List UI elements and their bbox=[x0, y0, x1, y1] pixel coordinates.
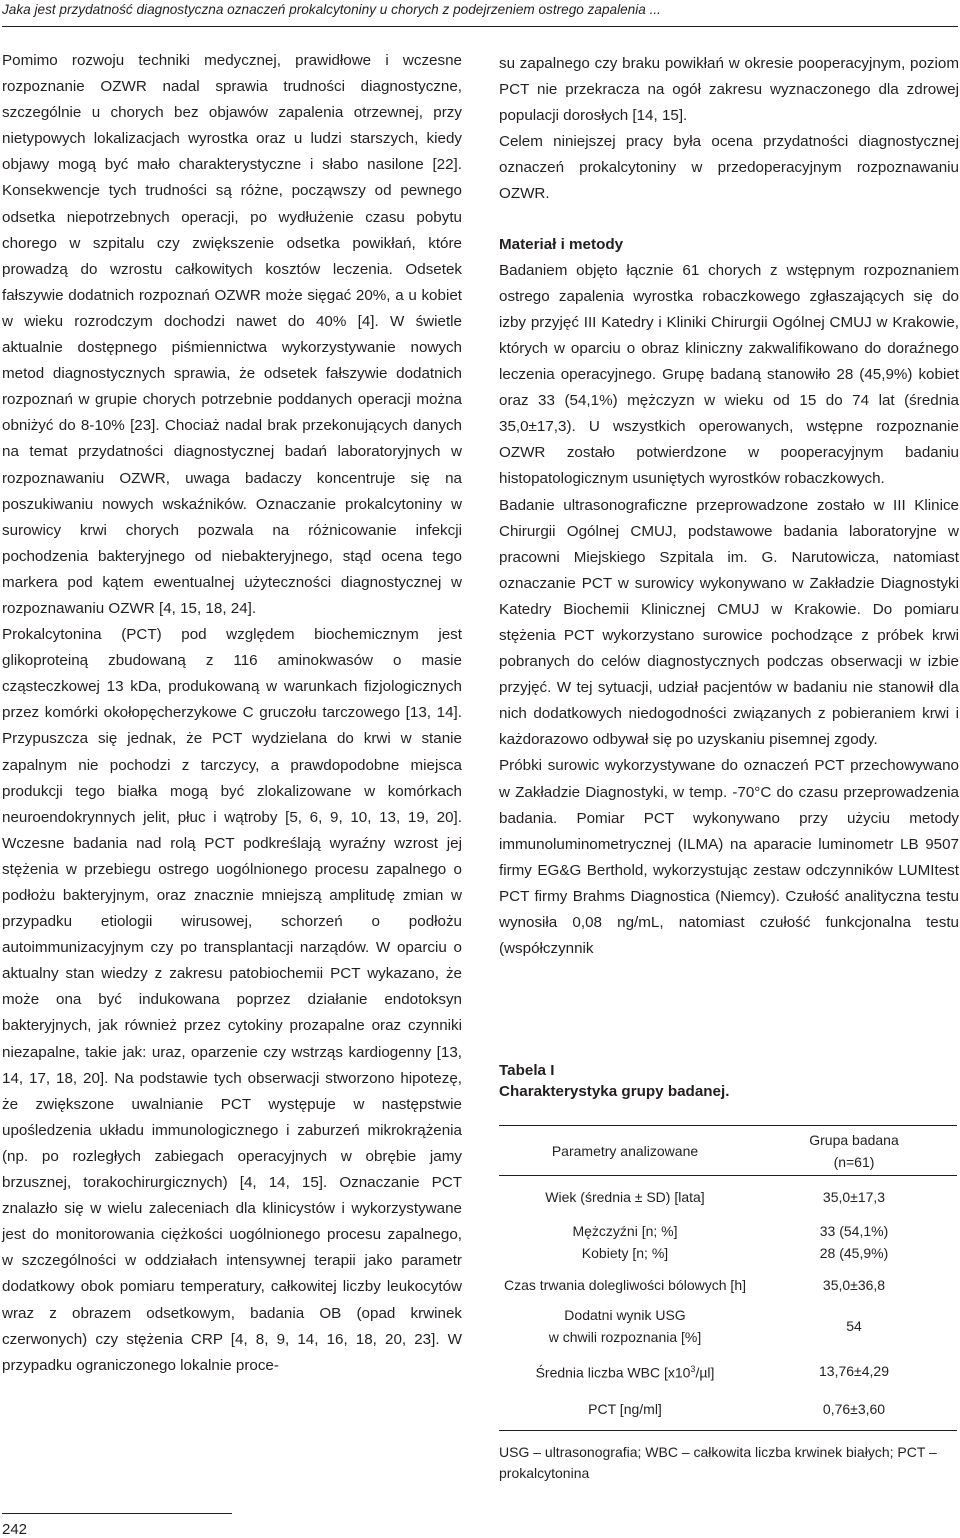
superscript: 3 bbox=[690, 1364, 696, 1374]
cell-value: 54 bbox=[846, 1318, 862, 1334]
cell-value: 13,76±4,29 bbox=[819, 1362, 889, 1379]
cell-param bbox=[499, 1304, 751, 1348]
characteristics-table bbox=[499, 1125, 957, 1431]
column-header-param: Parametry analizowane bbox=[551, 1142, 699, 1159]
cell-value-line: 28 (45,9%) bbox=[819, 1245, 889, 1261]
table-row bbox=[499, 1392, 957, 1431]
cell-param: Wiek (średnia ± SD) [lata] bbox=[545, 1189, 705, 1205]
table-row bbox=[499, 1348, 957, 1392]
column-header-group bbox=[751, 1126, 957, 1176]
paragraph: Prokalcytonina (PCT) pod względem biochemicznym jest glikoproteiną zbudowaną z 116 aminokwasów o masie cząsteczkowej 13 kDa, produkowaną w warunkach fizjologicznych przez komórki okołopęcherzykowe C gruczołu tarczowego [13, 14]. Przypuszcza się jednak, że PCT wydzielana do krwi w stanie zapalnym nie pochodzi z tarczycy, a prawdopodobne miejsca produkcji tego białka mogą być zlokalizowane w komórkach neuroendokrynnych jelit, płuc i wątroby [5, 6, 9, 10, 13, 19, 20]. Wczesne badania nad rolą PCT podkreślają wyraźny wzrost jej stężenia w przebiegu ostrego uogólnionego procesu zapalnego o podłożu bakteryjnym, oraz znacznie mniejszą amplitudę zmian w przypadku etiologii wirusowej, schorzeń o podłożu autoimmunizacyjnym czy po transplantacji narządów. W oparciu o aktualny stan wiedzy z zakresu patobiochemii PCT wykazano, że może ona być indukowana poprzez działanie endotoksyn bakteryjnych, jak również przez cytokiny prozapalne oraz czynniki niezapalne, takie jak: uraz, oparzenie czy wstrząs kardiogenny [13, 14, 17, 18, 20]. Na podstawie tych obserwacji stworzono hipotezę, że zwiększone uwalnianie PCT występuje w następstwie upośledzenia układu immunologicznego i zaburzeń mikrokrążenia (np. po rozległych zabiegach operacyjnych w obrębie jamy brzusznej, torakochirurgicznych) [4, 14, 15]. Oznaczanie PCT znalazło się w wielu zaleceniach dla klinicystów i wykorzystywane jest do monitorowania ciężkości uogólnionego procesu zapalnego, w szczególności w oddziałach intensywnej terapii jako parametr dodatkowy obok pomiaru temperatury, całkowitej liczby leukocytów wraz z obrazem odsetkowym, badania OB (opad krwinek czerwonych) czy stężenia CRP [4, 8, 9, 14, 16, 18, 20, 23]. W przypadku ograniczonego lokalnie proce- bbox=[2, 626, 462, 1374]
right-column bbox=[499, 51, 959, 962]
cell-param bbox=[499, 1214, 751, 1264]
cell-param-line: Dodatni wynik USG bbox=[564, 1307, 686, 1323]
table-caption bbox=[499, 1060, 959, 1102]
column-header-group-line2: (n=61) bbox=[833, 1153, 875, 1170]
cell-value: 35,0±17,3 bbox=[822, 1189, 886, 1205]
page-number: 242 bbox=[2, 1521, 28, 1538]
cell-value bbox=[751, 1214, 957, 1264]
cell-value: 0,76±3,60 bbox=[822, 1400, 886, 1417]
cell-param: Czas trwania dolegliwości bólowych [h] bbox=[504, 1277, 746, 1293]
paragraph: Celem niniejszej pracy była ocena przydatności diagnostycznej oznaczeń prokalcytoniny w przedoperacyjnym rozpoznawaniu OZWR. bbox=[499, 133, 959, 203]
table-footnote: USG – ultrasonografia; WBC – całkowita liczba krwinek białych; PCT – prokalcytonina bbox=[499, 1444, 937, 1481]
table-row bbox=[499, 1264, 957, 1304]
header-divider bbox=[2, 26, 958, 27]
paragraph: Badanie ultrasonograficzne przeprowadzone zostało w III Klinice Chirurgii Ogólnej CMUJ, podstawowe badania laboratoryjne w pracowni Miejskiego Szpitala im. G. Narutowicza, natomiast oznaczanie PCT w surowicy wykonywano w Zakładzie Diagnostyki Katedry Biochemii Klinicznej CMUJ w Krakowie. Do pomiaru stężenia PCT wykorzystano surowice pochodzące z próbek krwi pobranych do celów diagnostycznych podczas obserwacji w izbie przyjęć. W tej sytuacji, udział pacjentów w badaniu nie stanowił dla nich dodatkowych niedogodności związanych z pobieraniem krwi i każdorazowo odbywał się po uzyskaniu pisemnej zgody. bbox=[499, 496, 959, 749]
table-row bbox=[499, 1304, 957, 1348]
table-row bbox=[499, 1214, 957, 1264]
footer-divider bbox=[2, 1513, 232, 1514]
cell-param-line: Kobiety [n; %] bbox=[581, 1245, 669, 1261]
left-column bbox=[2, 48, 462, 1379]
table-header-row bbox=[499, 1126, 957, 1176]
cell-value-line: 33 (54,1%) bbox=[819, 1223, 889, 1239]
section-heading: Materiał i metody bbox=[499, 235, 624, 253]
paragraph: Pomimo rozwoju techniki medycznej, prawidłowe i wczesne rozpoznanie OZWR nadal sprawia trudności diagnostyczne, szczególnie u chorych bez objawów zapalenia otrzewnej, przy nietypowych lokalizacjach wyrostka oraz u ludzi starszych, kiedy objawy mogą być mało charakterystyczne i słabo nasilone [22]. Konsekwencje tych trudności są różne, począwszy od pewnego odsetka niepotrzebnych operacji, po wydłużenie czasu pobytu chorego w szpitalu czy zwiększenie odsetka powikłań, które prowadzą do wzrostu całkowitych kosztów leczenia. Odsetek fałszywie dodatnich rozpoznań OZWR może sięgać 20%, a u kobiet w wieku rozrodczym dochodzi nawet do 40% [4]. W świetle aktualnie dostępnego piśmiennictwa wykorzystywanie nowych metod diagnostycznych sprawia, że odsetek fałszywie dodatnich rozpoznań w grupie chorych potrzebnie poddanych operacji można obniżyć do 8-10% [23]. Chociaż nadal brak przekonujących danych na temat przydatności diagnostycznej badań laboratoryjnych w rozpoznawaniu OZWR, uwaga badaczy koncentruje się na poszukiwaniu nowych wskaźników. Oznaczanie prokalcytoniny w surowicy krwi chorych pozwala na różnicowanie infekcji pochodzenia bakteryjnego od niebakteryjnego, stąd ocena tego markera pod kątem ewentualnej użyteczności diagnostycznej w rozpoznawaniu OZWR [4, 15, 18, 24]. bbox=[2, 52, 462, 617]
cell-param-text: /µl] bbox=[695, 1364, 715, 1381]
table-container bbox=[499, 1125, 959, 1431]
column-header-group-line1: Grupa badana bbox=[809, 1131, 899, 1148]
paragraph: Badaniem objęto łącznie 61 chorych z wstępnym rozpoznaniem ostrego zapalenia wyrostka robaczkowego zgłaszających się do izby przyjęć III Katedry i Kliniki Chirurgii Ogólnej CMUJ w Krakowie, których w oparciu o obraz kliniczny zakwalifikowano do doraźnego leczenia operacyjnego. Grupę badaną stanowiło 28 (45,9%) kobiet oraz 33 (54,1%) mężczyzn w wieku od 15 do 74 lat (średnia 35,0±17,3). U wszystkich operowanych, wstępne rozpoznanie OZWR zostało potwierdzone w pooperacyjnym badaniu histopatologicznym usuniętych wyrostków robaczkowych. bbox=[499, 261, 959, 488]
table-row bbox=[499, 1176, 957, 1215]
running-header: Jaka jest przydatność diagnostyczna oznaczeń prokalcytoniny u chorych z podejrzeniem ostrego zapalenia ... bbox=[2, 2, 661, 17]
cell-param bbox=[499, 1348, 751, 1392]
cell-param-text: Średnia liczba WBC [x10 bbox=[535, 1364, 691, 1381]
cell-param-line: w chwili rozpoznania [%] bbox=[548, 1329, 702, 1345]
paragraph: su zapalnego czy braku powikłań w okresie pooperacyjnym, poziom PCT nie przekracza na ogół zakresu wyznaczonego dla zdrowej populacji dorosłych [14, 15]. bbox=[499, 55, 959, 125]
cell-param: PCT [ng/ml] bbox=[588, 1400, 662, 1417]
table-label: Tabela I bbox=[499, 1062, 555, 1079]
cell-param-line: Mężczyźni [n; %] bbox=[572, 1223, 678, 1239]
table-title: Charakterystyka grupy badanej. bbox=[499, 1083, 730, 1100]
cell-value: 35,0±36,8 bbox=[822, 1277, 886, 1293]
paragraph: Próbki surowic wykorzystywane do oznaczeń PCT przechowywano w Zakładzie Diagnostyki, w temp. -70°C do czasu przeprowadzenia badania. Pomiar PCT wykonywano przy użyciu metody immunoluminometrycznej (ILMA) na aparacie luminometr LB 9507 firmy EG&G Berthold, wykorzystując zestaw odczynników LUMItest PCT firmy Brahms Diagnostica (Niemcy). Czułość analityczna testu wynosiła 0,08 ng/mL, natomiast czułość funkcjonalna testu (współczynnik bbox=[499, 757, 959, 958]
